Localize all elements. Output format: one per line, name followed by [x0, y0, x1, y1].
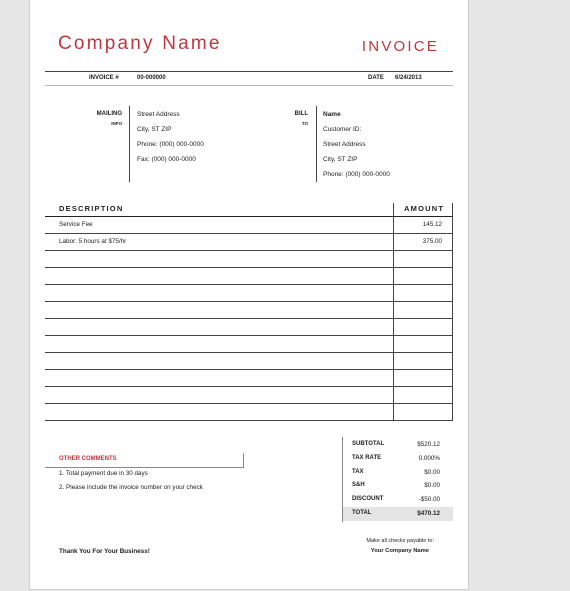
totals-value: $470.12: [417, 510, 440, 517]
invoice-number: 00-000000: [137, 75, 166, 81]
bill-to-line: Phone: (000) 000-0000: [323, 171, 390, 178]
comment-line: 2. Please include the invoice number on your check: [59, 484, 203, 491]
table-row: [45, 284, 453, 285]
thank-you-note: Thank You For Your Business!: [59, 548, 150, 555]
header-divider: [45, 71, 453, 72]
date-value: 6/24/2013: [395, 75, 422, 81]
totals-value: $520.12: [417, 441, 440, 448]
mailing-sublabel: INFO: [111, 121, 122, 126]
description-header: DESCRIPTION: [59, 204, 124, 213]
table-row-description: Labor: 5 hours at $75/hr: [59, 238, 127, 245]
amount-column-divider: [393, 203, 394, 420]
totals-value: 0.000%: [418, 454, 440, 462]
totals-label: TAX: [352, 468, 364, 475]
comment-line: 1. Total payment due in 30 days: [59, 470, 148, 477]
mailing-line: Phone: (000) 000-0000: [137, 141, 204, 148]
amount-header: AMOUNT: [404, 204, 445, 213]
bill-to-line: City, ST ZIP: [323, 156, 358, 163]
table-row: [45, 403, 453, 404]
invoice-title: INVOICE: [361, 38, 439, 55]
bill-to-line: Street Address: [323, 141, 366, 148]
bill-to-line: Customer ID:: [323, 126, 362, 133]
mailing-label: MAILING: [96, 111, 122, 117]
table-right-edge: [452, 216, 453, 420]
amount-header-edge: [452, 203, 453, 216]
totals-label: S&H: [352, 482, 365, 489]
bill-to-label: BILL: [294, 111, 308, 117]
payable-name: Your Company Name: [370, 548, 429, 554]
date-label: DATE: [368, 75, 384, 81]
table-row: [45, 335, 453, 336]
bill-to-sublabel: TO: [301, 121, 308, 126]
table-row: [45, 369, 453, 370]
table-row: [45, 420, 453, 421]
company-name: Company Name: [58, 33, 222, 54]
mailing-line: Fax: (000) 000-0000: [137, 156, 196, 163]
mailing-address: [137, 107, 204, 167]
table-row: [45, 250, 453, 251]
mailing-line: Street Address: [137, 111, 180, 118]
table-row: [45, 233, 453, 234]
comments-header: OTHER COMMENTS: [59, 456, 117, 462]
header-subdivider: [45, 85, 453, 86]
bill-to-name: Name: [323, 111, 341, 118]
table-row: [45, 301, 453, 302]
bill-to-address: [323, 107, 390, 182]
totals-label: TOTAL: [352, 510, 372, 516]
table-top-rule: [45, 216, 453, 217]
totals-label: TAX RATE: [352, 454, 382, 461]
table-row-description: Service Fee: [59, 221, 93, 228]
invoice-page: [29, 0, 469, 590]
table-row: [45, 352, 453, 353]
comments-divider: [45, 467, 243, 468]
table-row: [45, 386, 453, 387]
mailing-divider: [129, 106, 130, 182]
totals-value: -$50.00: [418, 496, 440, 504]
totals-value: $0.00: [424, 468, 440, 476]
totals-value: $0.00: [424, 482, 440, 490]
totals-label: SUBTOTAL: [352, 441, 385, 447]
table-row: [45, 318, 453, 319]
totals-label: DISCOUNT: [352, 496, 384, 503]
comments-edge: [243, 453, 244, 468]
table-row: [45, 267, 453, 268]
bill-to-divider: [316, 106, 317, 182]
invoice-number-label: INVOICE #: [89, 75, 119, 81]
table-row-amount: 145.12: [422, 221, 442, 228]
table-row-amount: 375.00: [422, 238, 442, 245]
payable-line: Make all checks payable to:: [366, 538, 434, 544]
totals-divider: [342, 437, 343, 522]
mailing-line: City, ST ZIP: [137, 126, 172, 133]
